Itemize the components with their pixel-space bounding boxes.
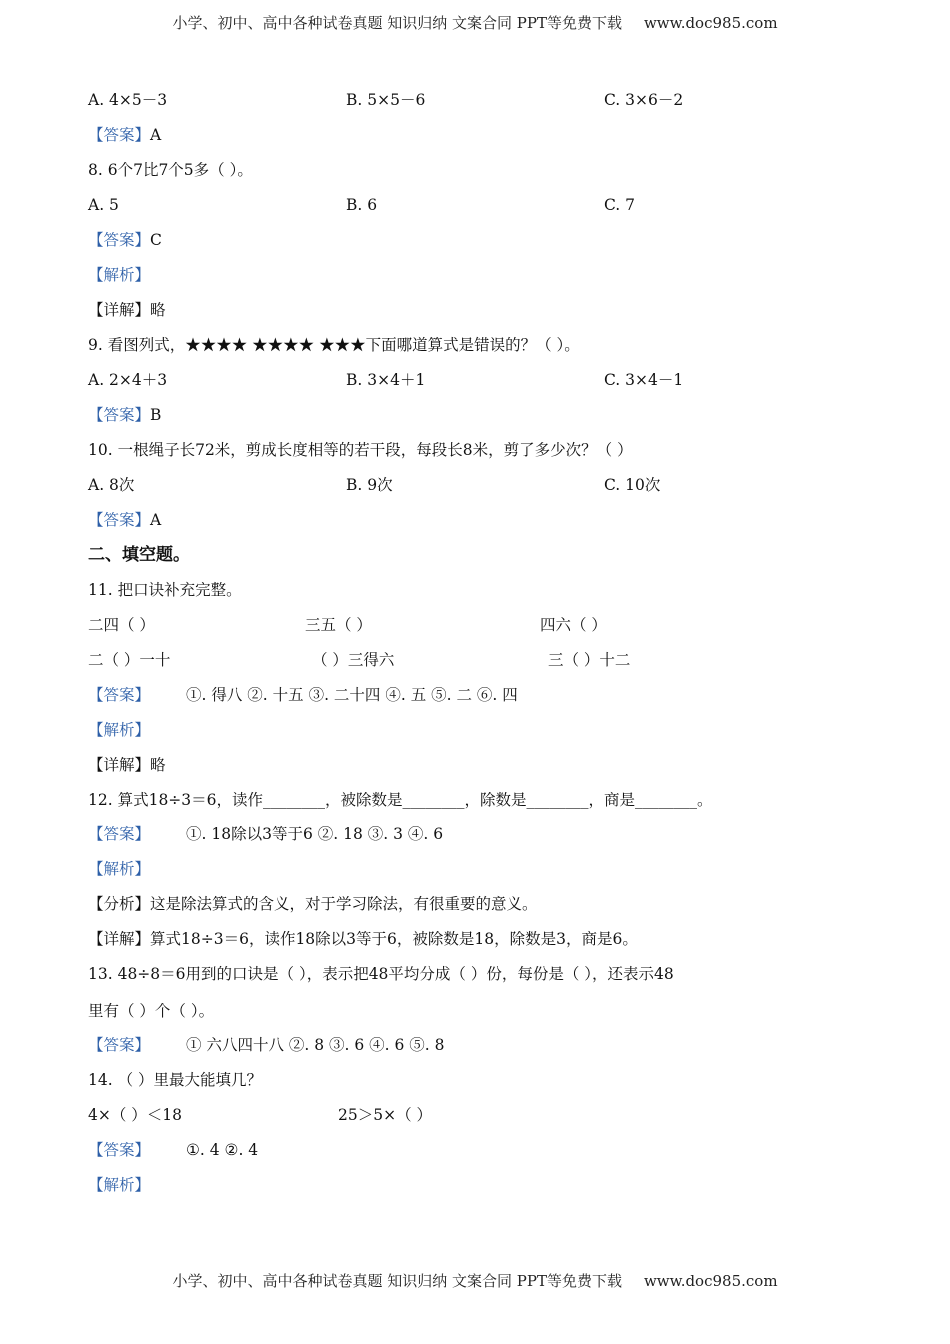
- fenxi-tag: 【分析】: [88, 895, 151, 913]
- detail-text: 算式18÷3＝6，读作18除以3等于6，被除数是18，除数是3，商是6。: [150, 930, 638, 948]
- analysis-tag: 【解析】: [88, 860, 151, 878]
- header-site-link[interactable]: www.doc985.com: [643, 14, 778, 32]
- q14-expression-2: 25＞5×（ ）: [338, 1106, 432, 1124]
- answer-value: ①. 得八 ②. 十五 ③. 二十四 ④. 五 ⑤. 二 ⑥. 四: [186, 686, 518, 704]
- q11-blank-3: 四六（ ）: [540, 616, 607, 634]
- answer-tag: 【答案】: [88, 1141, 151, 1159]
- detail-tag: 【详解】: [88, 301, 151, 319]
- q7-answer: [88, 125, 161, 145]
- analysis-tag: 【解析】: [88, 266, 151, 284]
- analysis-tag: 【解析】: [88, 721, 151, 739]
- q9-stem: 9. 看图列式，★★★★ ★★★★ ★★★下面哪道算式是错误的？（ ）。: [88, 336, 580, 354]
- answer-value: B: [150, 406, 162, 424]
- answer-value: C: [150, 231, 162, 249]
- answer-tag: 【答案】: [88, 1036, 151, 1054]
- q14-expression-1: 4×（ ）＜18: [88, 1106, 182, 1124]
- q12-stem: 12. 算式18÷3＝6，读作________，被除数是________，除数是________，商是________。: [88, 791, 713, 809]
- answer-value: ① 六八四十八 ②. 8 ③. 6 ④. 6 ⑤. 8: [186, 1036, 445, 1054]
- q7-option-b: B. 5×5－6: [346, 91, 426, 109]
- q9-answer: [88, 405, 161, 425]
- q8-stem: 8. 6个7比7个5多（ ）。: [88, 161, 253, 179]
- q11-blank-4: 二（ ）一十: [88, 651, 171, 669]
- q10-option-a: A. 8次: [88, 476, 135, 494]
- q8-option-b: B. 6: [346, 196, 378, 214]
- q10-answer: [88, 510, 161, 530]
- q11-blank-6: 三（ ）十二: [548, 651, 631, 669]
- q12-fenxi: [88, 894, 538, 914]
- q11-answer: [88, 685, 518, 705]
- q14-answer: [88, 1140, 258, 1160]
- footer-site-link[interactable]: www.doc985.com: [643, 1272, 778, 1290]
- answer-value: A: [150, 511, 162, 529]
- q10-option-b: B. 9次: [346, 476, 393, 494]
- q9-option-a: A. 2×4＋3: [88, 371, 168, 389]
- q9-option-b: B. 3×4＋1: [346, 371, 426, 389]
- fenxi-text: 这是除法算式的含义，对于学习除法，有很重要的意义。: [150, 895, 538, 913]
- page-footer: [0, 1270, 950, 1291]
- q11-stem: 11. 把口诀补充完整。: [88, 581, 242, 599]
- section-title: 二、填空题。: [88, 545, 190, 565]
- q8-analysis: [88, 265, 150, 285]
- q11-analysis: [88, 720, 150, 740]
- q14-analysis: [88, 1175, 150, 1195]
- detail-text: 略: [150, 301, 166, 319]
- q10-stem: 10. 一根绳子长72米，剪成长度相等的若干段，每段长8米，剪了多少次？（ ）: [88, 441, 633, 459]
- q7-option-c: C. 3×6－2: [604, 91, 684, 109]
- page-header: [0, 12, 950, 33]
- answer-tag: 【答案】: [88, 126, 151, 144]
- q8-option-c: C. 7: [604, 196, 636, 214]
- q10-option-c: C. 10次: [604, 476, 661, 494]
- q12-analysis: [88, 859, 150, 879]
- q11-blank-1: 二四（ ）: [88, 616, 155, 634]
- q14-stem: 14. （ ）里最大能填几？: [88, 1071, 263, 1089]
- answer-tag: 【答案】: [88, 511, 151, 529]
- answer-value: ①. 4 ②. 4: [186, 1141, 259, 1159]
- answer-tag: 【答案】: [88, 231, 151, 249]
- detail-tag: 【详解】: [88, 930, 151, 948]
- analysis-tag: 【解析】: [88, 1176, 151, 1194]
- q9-option-c: C. 3×4－1: [604, 371, 684, 389]
- q13-answer: [88, 1035, 445, 1055]
- q7-option-a: A. 4×5－3: [88, 91, 168, 109]
- q11-blank-5: （ ）三得六: [312, 651, 395, 669]
- q8-answer: [88, 230, 162, 250]
- answer-value: ①. 18除以3等于6 ②. 18 ③. 3 ④. 6: [186, 825, 444, 843]
- q11-blank-2: 三五（ ）: [305, 616, 372, 634]
- header-text: 小学、初中、高中各种试卷真题 知识归纳 文案合同 PPT等免费下载: [172, 14, 622, 32]
- answer-tag: 【答案】: [88, 825, 151, 843]
- q8-detail: [88, 300, 166, 320]
- q13-stem-line1: 13. 48÷8＝6用到的口诀是（ ），表示把48平均分成（ ）份，每份是（ ），还表示48: [88, 965, 674, 983]
- q13-stem-line2: 里有（ ）个（ ）。: [88, 1002, 215, 1020]
- detail-text: 略: [150, 756, 166, 774]
- answer-tag: 【答案】: [88, 686, 151, 704]
- detail-tag: 【详解】: [88, 756, 151, 774]
- q8-option-a: A. 5: [88, 196, 119, 214]
- answer-value: A: [150, 126, 162, 144]
- q12-answer: [88, 824, 443, 844]
- q11-detail: [88, 755, 166, 775]
- answer-tag: 【答案】: [88, 406, 151, 424]
- q12-detail: [88, 929, 638, 949]
- footer-text: 小学、初中、高中各种试卷真题 知识归纳 文案合同 PPT等免费下载: [172, 1272, 622, 1290]
